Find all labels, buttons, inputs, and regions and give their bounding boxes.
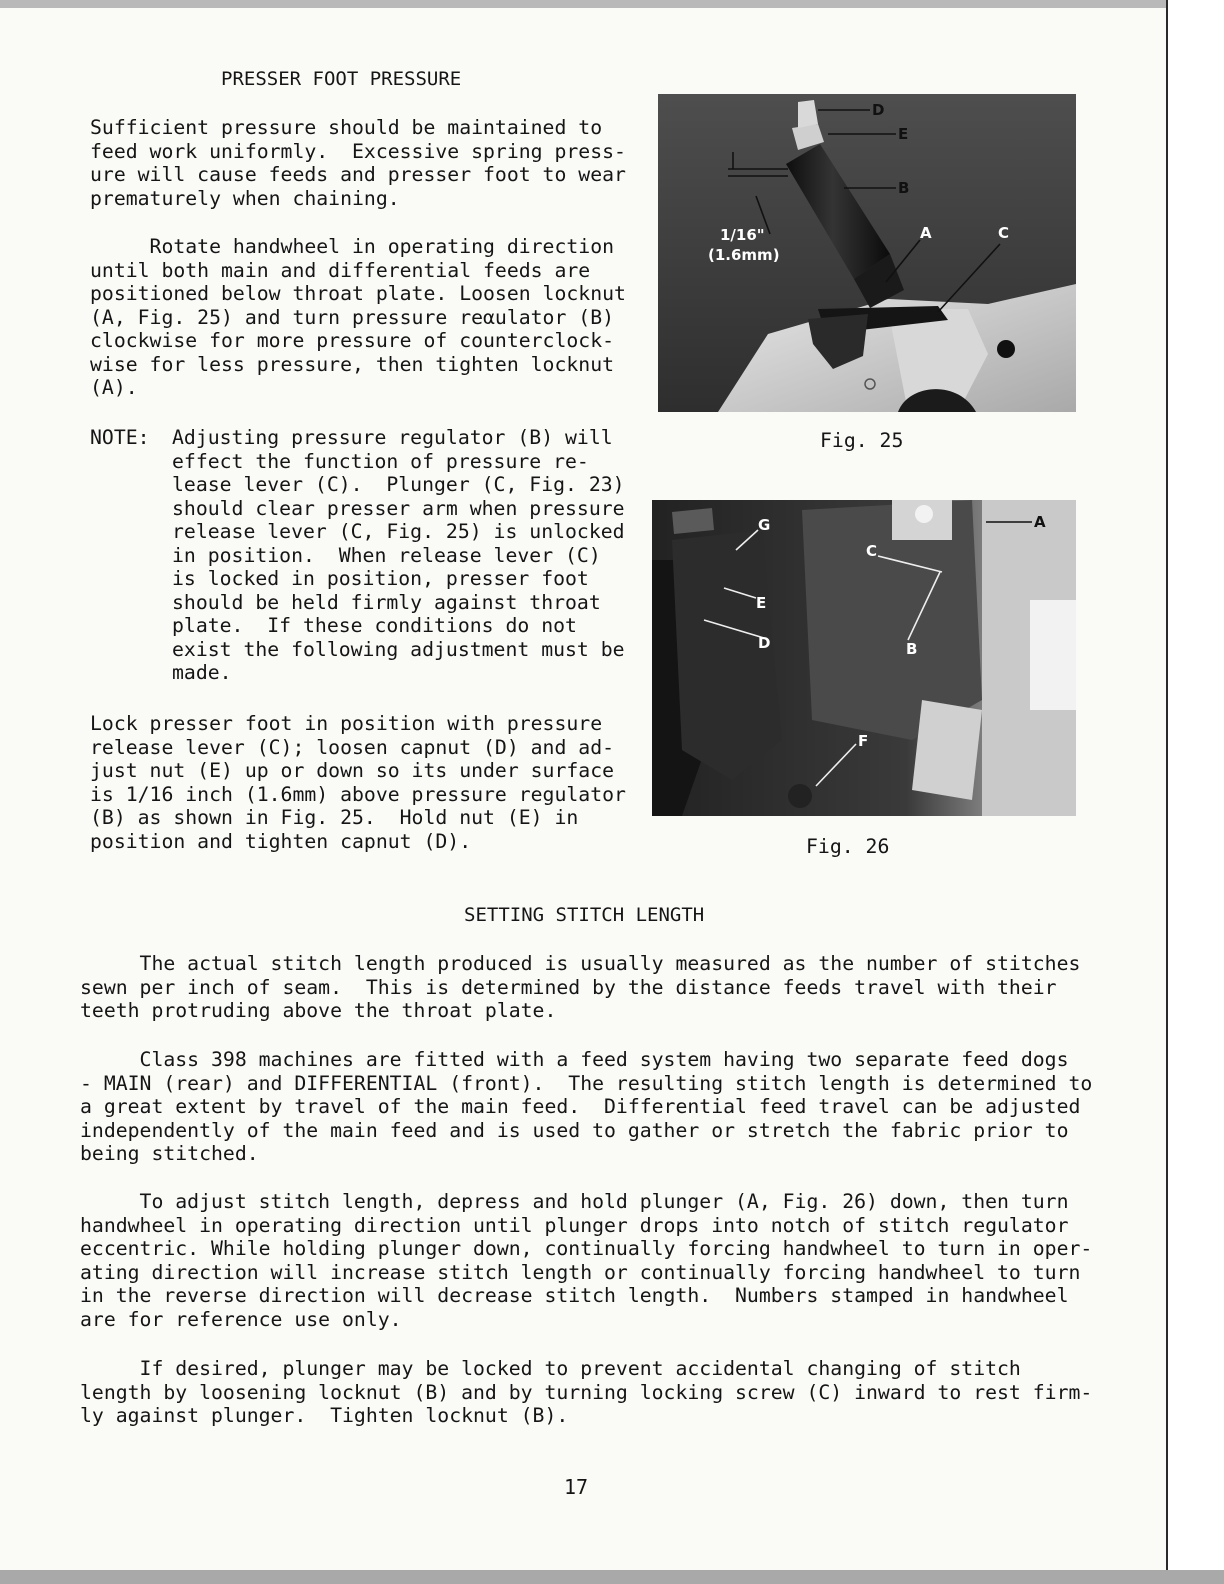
- paragraph-actual-stitch-length: The actual stitch length produced is usually measured as the number of stitches sewn per inch of seam. This is determined by the distance feeds travel with their teeth protruding above the throat plate.: [80, 952, 1081, 1022]
- fig26-label-b: B: [906, 640, 918, 658]
- paragraph-plunger-locked: If desired, plunger may be locked to prevent accidental changing of stitch length by loosening locknut (B) and by turning locking screw (C) inward to rest firm- ly against plunger. Tighten locknut (B).: [80, 1357, 1093, 1427]
- fig26-label-a: A: [1034, 513, 1046, 531]
- fig26-caption: Fig. 26: [806, 835, 890, 858]
- note-label: NOTE:: [90, 426, 150, 449]
- fig25-label-e: E: [898, 125, 909, 143]
- paragraph-lock-presser-foot: Lock presser foot in position with pressure release lever (C); loosen capnut (D) and ad- just nut (E) up or down so its under surface is 1/16 inch (1.6mm) above pressure regulator (B) as shown in Fig. 25. Hold nut (E) in position and tighten capnut (D).: [90, 712, 626, 853]
- section-heading-setting-stitch-length: SETTING STITCH LENGTH: [464, 904, 705, 926]
- fig26-label-f: F: [858, 732, 869, 750]
- fig25-photo: [658, 94, 1076, 412]
- fig25-dim-imperial: 1/16": [720, 226, 765, 244]
- fig26-label-d: D: [758, 634, 771, 652]
- page-top-edge: [0, 0, 1224, 8]
- fig26-label-e: E: [756, 594, 767, 612]
- paragraph-rotate-handwheel: Rotate handwheel in operating direction until both main and differential feeds are positioned below throat plate. Loosen locknut (A, Fig. 25) and turn pressure reαulator (B) clockwise for more pressure of counterclock- wise for less pressure, then tighten locknut (A).: [90, 235, 626, 399]
- fig25-label-a: A: [920, 224, 932, 242]
- fig25-label-b: B: [898, 179, 910, 197]
- paragraph-adjust-stitch-length: To adjust stitch length, depress and hold plunger (A, Fig. 26) down, then turn handwheel in operating direction until plunger drops into notch of stitch regulator eccentric. While holding plunger down, continually forcing handwheel to turn in oper- ating direction will increase stitch length or continually forcing handwheel to turn in the reverse direction will decrease stitch length. Numbers stamped in handwheel are for reference use only.: [80, 1190, 1093, 1331]
- fig26-label-g: G: [758, 516, 771, 534]
- fig25-label-d: D: [872, 101, 885, 119]
- fig26-photo: [652, 500, 1076, 816]
- fig25-caption: Fig. 25: [820, 429, 904, 452]
- note-text: Adjusting pressure regulator (B) will effect the function of pressure re- lease lever (C). Plunger (C, Fig. 23) should clear presser arm when pressure release lever (C, Fig. 25) is unlocked in position. When release lever (C) is locked in position, presser foot should be held firmly against throat plate. If these conditions do not exist the following adjustment must be made.: [172, 426, 625, 684]
- paragraph-sufficient-pressure: Sufficient pressure should be maintained to feed work uniformly. Excessive spring press- ure will cause feeds and presser foot to wear prematurely when chaining.: [90, 116, 626, 210]
- fig25-label-c: C: [998, 224, 1010, 242]
- fig25-dim-metric: (1.6mm): [708, 246, 780, 264]
- page-right-edge: [1166, 0, 1224, 1584]
- page-bottom-edge: [0, 1570, 1224, 1584]
- paragraph-class-398: Class 398 machines are fitted with a feed system having two separate feed dogs - MAIN (rear) and DIFFERENTIAL (front). The resulting stitch length is determined to a great extent by travel of the main feed. Differential feed travel can be adjusted independently of the main feed and is used to gather or stretch the fabric prior to being stitched.: [80, 1048, 1093, 1165]
- page-number: 17: [564, 1475, 589, 1499]
- section-heading-presser-foot-pressure: PRESSER FOOT PRESSURE: [221, 68, 462, 90]
- fig26-label-c: C: [866, 542, 878, 560]
